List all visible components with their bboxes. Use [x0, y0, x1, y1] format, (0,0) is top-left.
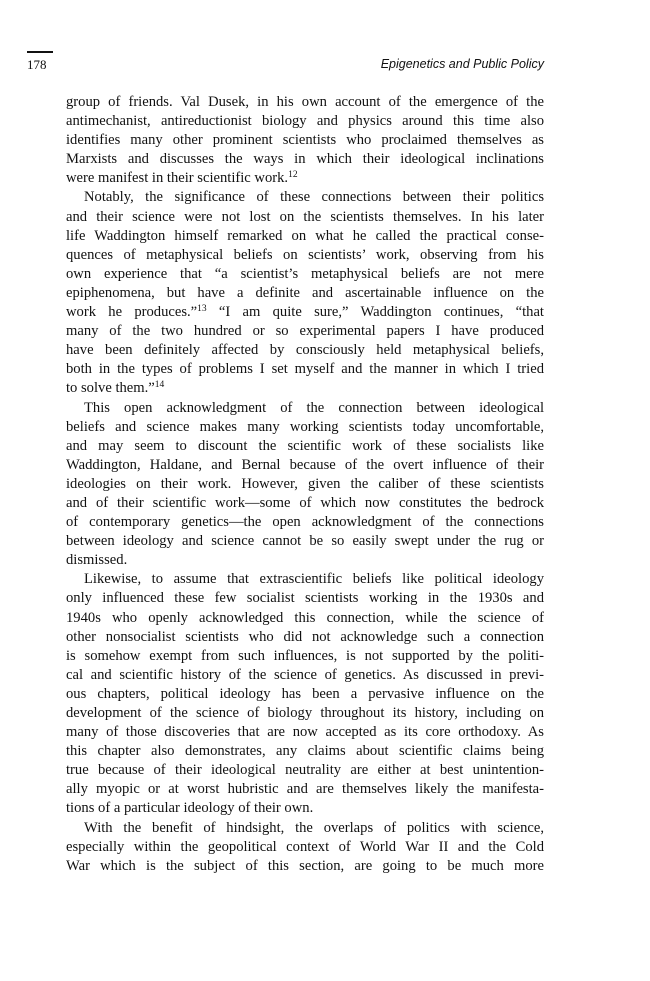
text-line: cal and scientific history of the science of genetics. As discussed in previ- — [66, 666, 544, 683]
paragraph — [66, 819, 544, 876]
text-line: of contemporary genetics—the open acknowledgment of the connections — [66, 514, 544, 531]
text-line: other nonsocialist scientists who did not acknowledge such a connection — [66, 628, 544, 645]
text-line: both in the types of problems I set myself and the manner in which I tried — [66, 361, 544, 378]
footnote-marker: 12 — [288, 170, 298, 181]
text-line: to solve them.”$^{14}$ — [66, 380, 165, 397]
text-line: and may seem to discount the scientific work of these socialists like — [66, 437, 544, 454]
footnote-marker: 14 — [154, 380, 165, 391]
header-rule — [27, 51, 53, 53]
text-line: this chapter also demonstrates, any claims about scientific claims being — [66, 743, 544, 760]
text-line: 1940s who openly acknowledged this connection, while the science of — [66, 609, 544, 626]
text-line: many of those discoveries that are now accepted as its core orthodoxy. As — [66, 724, 544, 741]
text-line: many of the two hundred or so experimental papers I have produced — [66, 323, 544, 340]
text-line: Likewise, to assume that extrascientific beliefs like political ideology — [84, 571, 544, 588]
text-line: With the benefit of hindsight, the overlaps of politics with science, — [84, 819, 544, 836]
body-text — [66, 93, 544, 876]
text-line: ally myopic or at worst hubristic and are themselves likely the manifesta- — [66, 781, 544, 798]
text-line: only influenced these few socialist scientists working in the 1930s and — [66, 590, 544, 607]
text-line: Marxists and discusses the ways in which their ideological inclinations — [66, 151, 544, 168]
text-line: This open acknowledgment of the connection between ideological — [84, 399, 544, 416]
text-line: antimechanist, antireductionist biology and physics around this time also — [66, 113, 544, 130]
text-line: between ideology and science cannot be so easily swept under the rug or — [66, 533, 544, 550]
text-line: Notably, the significance of these connections between their politics — [84, 189, 544, 206]
text-line: epiphenomena, but have a definite and ascertainable influence on the — [66, 284, 544, 301]
text-line: own experience that “a scientist’s metaphysical beliefs are not mere — [66, 265, 544, 282]
text-line: War which is the subject of this section, are going to be much more — [66, 857, 544, 874]
text-line: Waddington, Haldane, and Bernal because of the overt influence of their — [66, 456, 544, 473]
text-line: have been definitely affected by consciously held metaphysical beliefs, — [66, 342, 544, 359]
running-head: Epigenetics and Public Policy — [380, 57, 544, 71]
text-line: ideologies on their work. However, given the caliber of these scientists — [66, 475, 544, 492]
text-line: identifies many other prominent scientists who proclaimed themselves as — [66, 132, 544, 149]
text-line: development of the science of biology throughout its history, including on — [66, 705, 544, 721]
paragraph — [66, 93, 544, 188]
text-line: quences of metaphysical beliefs on scientists’ work, observing from his — [66, 246, 544, 263]
text-line: especially within the geopolitical context of World War II and the Cold — [66, 838, 544, 855]
text-line: group of friends. Val Dusek, in his own account of the emergence of the — [66, 94, 544, 110]
page-number: 178 — [27, 57, 47, 72]
text-line: dismissed. — [66, 552, 128, 569]
text-line: and of their scientific work—some of which now constitutes the bedrock — [66, 494, 544, 511]
text-line: is somehow exempt from such influences, is not supported by the politi- — [66, 647, 544, 664]
paragraph — [66, 570, 544, 818]
paragraph — [66, 188, 544, 398]
text-line: true because of their ideological neutrality are either at best unintention- — [66, 762, 544, 779]
text-line: were manifest in their scientific work.$^{12}$ — [66, 170, 298, 187]
text-line: work he produces.”$^{13}$ “I am quite sure,” Waddington continues, “that — [66, 304, 544, 321]
footnote-marker: 13 — [197, 304, 207, 315]
text-line: tions of a particular ideology of their own. — [66, 800, 314, 817]
text-line: and their science were not lost on the scientists themselves. In his later — [66, 208, 544, 225]
text-line: ous chapters, political ideology has been a pervasive influence on the — [66, 685, 544, 702]
text-line: life Waddington himself remarked on what he called the practical conse- — [66, 227, 544, 244]
text-line: beliefs and science makes many working scientists today uncomfortable, — [66, 418, 544, 435]
paragraph — [66, 399, 544, 571]
